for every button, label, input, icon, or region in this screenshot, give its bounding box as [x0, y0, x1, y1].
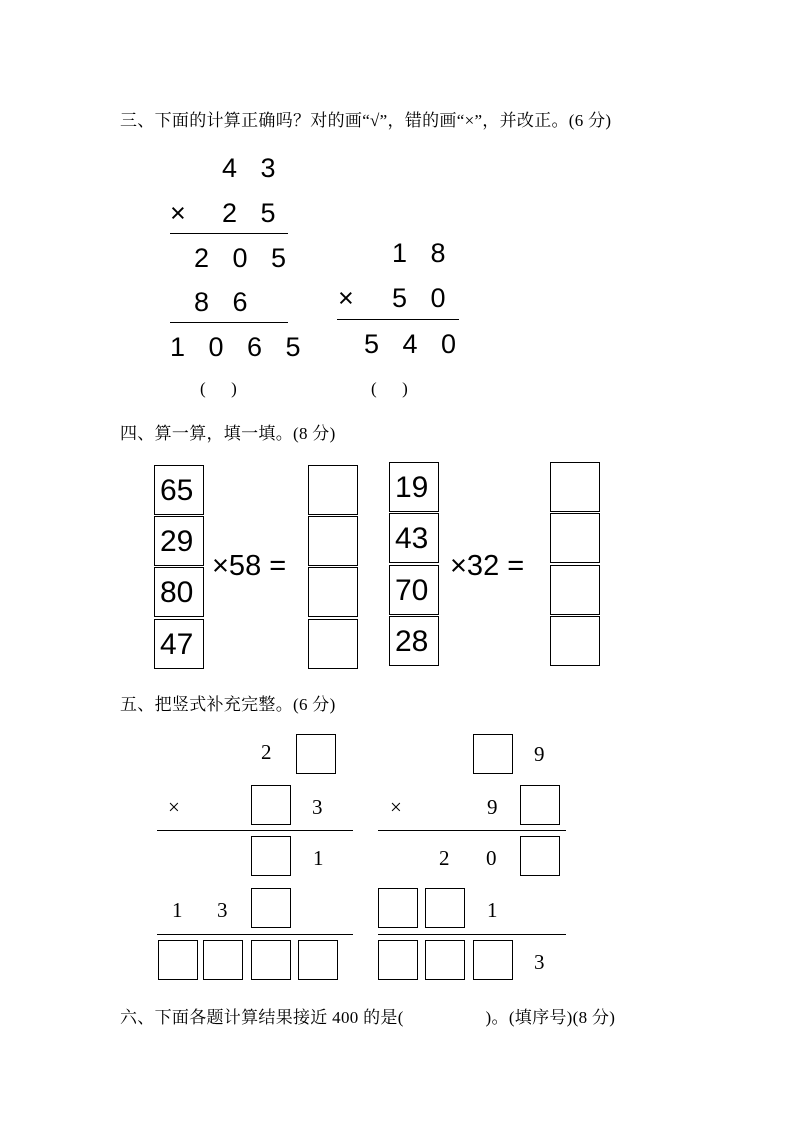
number-cell: 43 — [389, 513, 439, 563]
divider-line — [378, 830, 566, 831]
answer-cell[interactable] — [550, 616, 600, 666]
blank-box[interactable] — [473, 940, 513, 980]
times-sign: × — [390, 795, 402, 819]
given-digit: 2 — [439, 846, 450, 870]
partial-product-2: 8 6 — [194, 287, 256, 317]
multiplier: 5 0 — [392, 283, 454, 313]
given-digit: 9 — [534, 742, 545, 766]
multiply-operator: ×32 = — [450, 550, 525, 582]
blank-box[interactable] — [296, 734, 336, 774]
given-digit: 3 — [217, 898, 228, 922]
blank-box[interactable] — [158, 940, 198, 980]
given-digit: 2 — [261, 740, 272, 764]
given-digit: 1 — [487, 898, 498, 922]
given-digit: 9 — [487, 795, 498, 819]
answer-cell[interactable] — [550, 565, 600, 615]
times-sign: × — [338, 283, 362, 313]
given-digit: 3 — [312, 795, 323, 819]
blank-box[interactable] — [251, 836, 291, 876]
times-sign: × — [168, 795, 180, 819]
blank-box[interactable] — [520, 836, 560, 876]
multiplicand: 4 3 — [222, 153, 284, 183]
given-digit: 0 — [486, 846, 497, 870]
answer-cell[interactable] — [308, 619, 358, 669]
answer-cell[interactable] — [308, 567, 358, 617]
divider-line — [337, 319, 459, 320]
answer-cell[interactable] — [550, 462, 600, 512]
divider-line — [378, 934, 566, 935]
number-cell: 19 — [389, 462, 439, 512]
divider-line — [170, 233, 288, 234]
blank-box[interactable] — [425, 888, 465, 928]
answer-parentheses[interactable]: ( ) — [200, 379, 237, 398]
blank-box[interactable] — [473, 734, 513, 774]
number-cell: 80 — [154, 567, 204, 617]
times-sign: × — [170, 198, 194, 228]
blank-box[interactable] — [203, 940, 243, 980]
number-cell: 28 — [389, 616, 439, 666]
multiplier: 2 5 — [222, 198, 284, 228]
blank-box[interactable] — [378, 940, 418, 980]
section-5-heading: 五、把竖式补充完整。(6 分) — [120, 695, 336, 714]
answer-parentheses[interactable]: ( ) — [371, 379, 408, 398]
answer-cell[interactable] — [550, 513, 600, 563]
answer-cell[interactable] — [308, 465, 358, 515]
blank-box[interactable] — [378, 888, 418, 928]
multiplicand: 1 8 — [392, 238, 454, 268]
blank-box[interactable] — [425, 940, 465, 980]
given-digit: 1 — [313, 846, 324, 870]
number-cell: 70 — [389, 565, 439, 615]
partial-product-1: 2 0 5 — [194, 243, 295, 273]
given-digit: 3 — [534, 950, 545, 974]
divider-line — [170, 322, 288, 323]
number-cell: 65 — [154, 465, 204, 515]
answer-cell[interactable] — [308, 516, 358, 566]
divider-line — [157, 934, 353, 935]
product: 5 4 0 — [364, 329, 465, 359]
multiply-operator: ×58 = — [212, 550, 287, 582]
number-cell: 29 — [154, 516, 204, 566]
section-6-heading: 六、下面各题计算结果接近 400 的是( )。(填序号)(8 分) — [120, 1008, 616, 1027]
section-4-heading: 四、算一算，填一填。(8 分) — [120, 424, 336, 443]
blank-box[interactable] — [298, 940, 338, 980]
blank-box[interactable] — [251, 888, 291, 928]
number-cell: 47 — [154, 619, 204, 669]
product: 1 0 6 5 — [170, 332, 309, 362]
blank-box[interactable] — [520, 785, 560, 825]
blank-box[interactable] — [251, 785, 291, 825]
section-3-heading: 三、下面的计算正确吗？对的画“√”，错的画“×”，并改正。(6 分) — [120, 111, 612, 130]
given-digit: 1 — [172, 898, 183, 922]
divider-line — [157, 830, 353, 831]
blank-box[interactable] — [251, 940, 291, 980]
